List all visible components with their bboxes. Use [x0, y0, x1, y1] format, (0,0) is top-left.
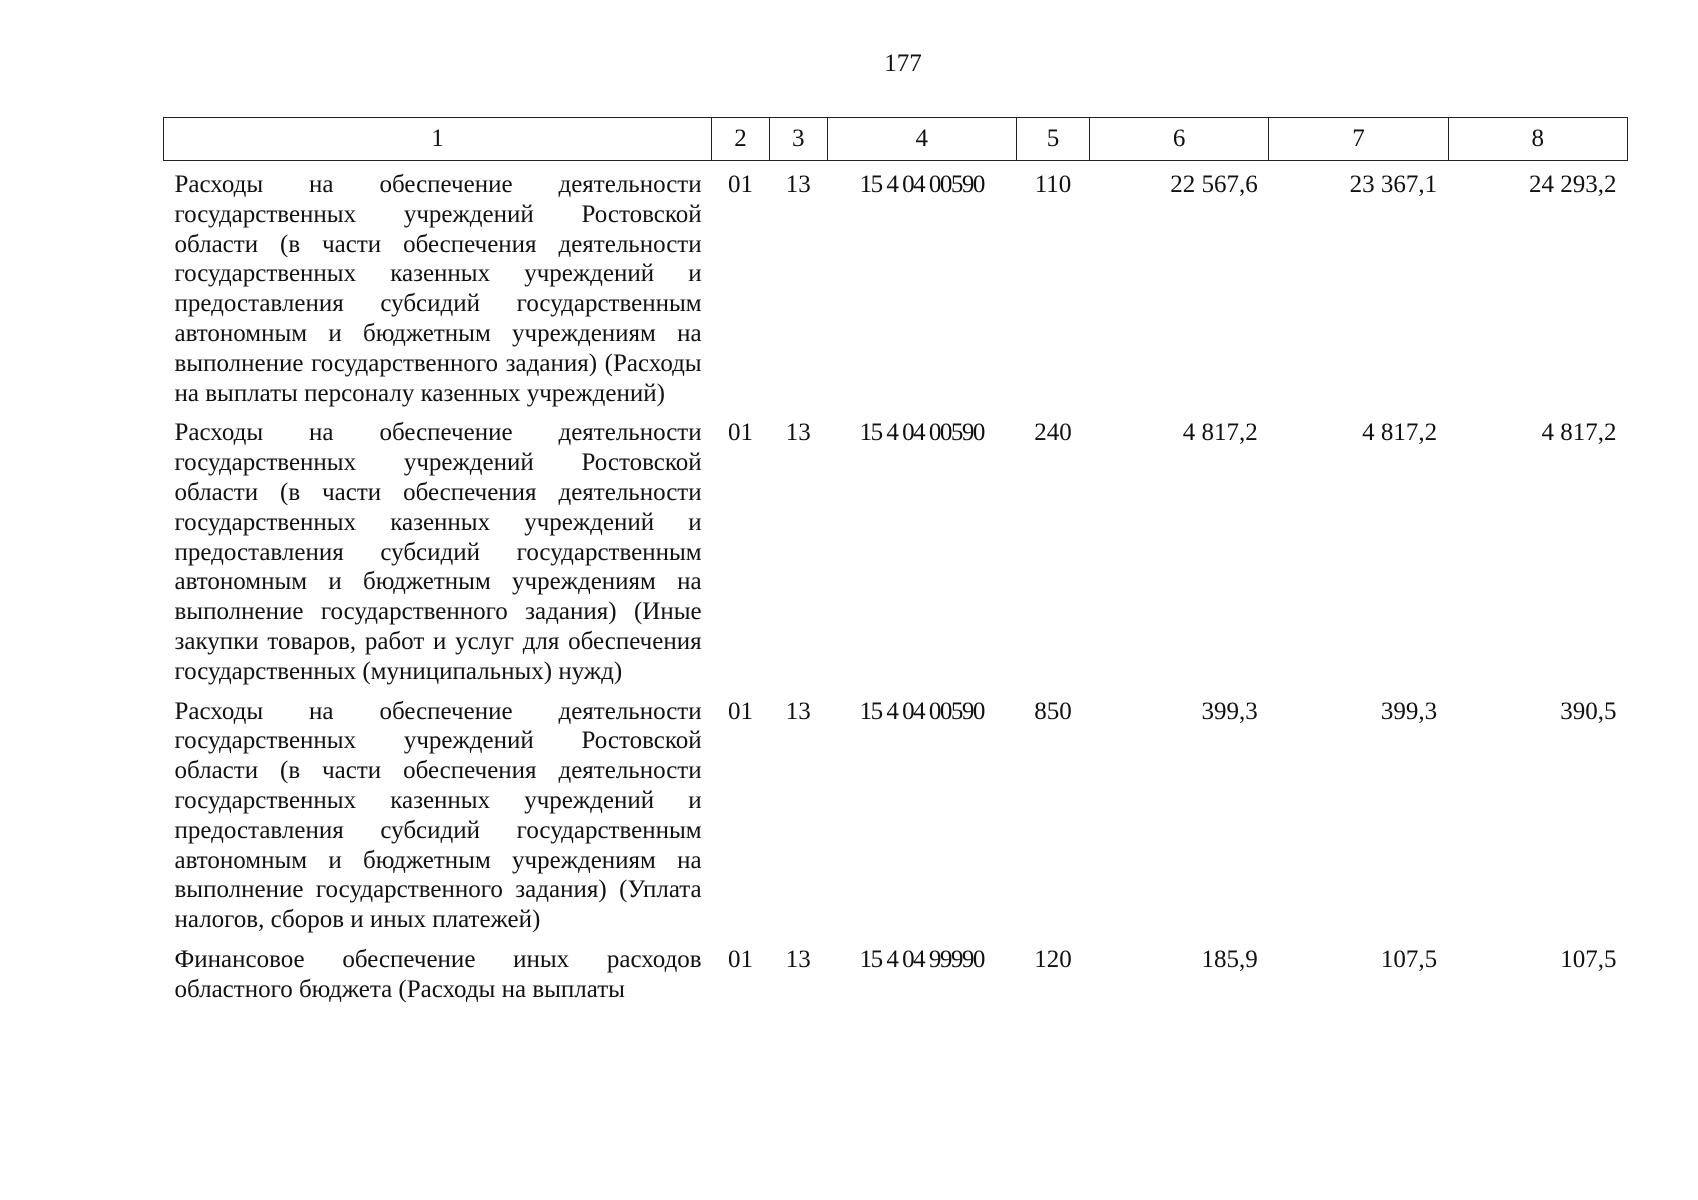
section-code: 01 — [727, 171, 753, 198]
target-article-code: 15 4 04 00590 — [859, 697, 984, 725]
subsection-code: 13 — [785, 419, 811, 447]
header-row — [164, 118, 1628, 161]
section-code: 01 — [727, 945, 753, 973]
expense-type-code: 850 — [1034, 697, 1072, 725]
column-header: 1 — [164, 118, 712, 161]
target-article-code: 15 4 04 00590 — [859, 171, 984, 198]
subsection-code: 13 — [785, 171, 811, 198]
amount-col-7: 4 817,2 — [1362, 419, 1438, 447]
expense-description: Финансовое обеспечение иных расходов областного бюджета (Расходы на выплаты — [174, 945, 702, 1003]
section-code: 01 — [727, 697, 753, 725]
target-article-code: 15 4 04 00590 — [859, 419, 984, 447]
table-row — [164, 161, 1628, 410]
table-row — [164, 409, 1628, 687]
amount-col-6: 185,9 — [1201, 945, 1258, 973]
amount-col-7: 399,3 — [1380, 697, 1438, 725]
amount-col-7: 107,5 — [1380, 945, 1438, 973]
column-header: 4 — [827, 118, 1016, 161]
column-header: 6 — [1089, 118, 1268, 161]
subsection-code: 13 — [785, 945, 811, 973]
subsection-code: 13 — [785, 697, 811, 725]
amount-col-8: 24 293,2 — [1529, 171, 1617, 198]
table-row — [164, 936, 1628, 1006]
column-header: 7 — [1269, 118, 1448, 161]
page-number: 177 — [884, 50, 922, 77]
amount-col-8: 4 817,2 — [1541, 419, 1617, 447]
amount-col-7: 23 367,1 — [1349, 171, 1438, 198]
expense-description: Расходы на обеспечение деятельности государственных учреждений Ростовской области (в части обеспечения деятельности государственных казенных учреждений и предоставления субсидий государственным автономным и бюджетным учреждениям на выполнение государственного задания) (Уплата налогов, сборов и иных платежей) — [174, 697, 702, 934]
section-code: 01 — [727, 419, 753, 447]
amount-col-8: 107,5 — [1560, 945, 1617, 973]
expense-type-code: 110 — [1034, 171, 1072, 198]
amount-col-8: 390,5 — [1560, 697, 1617, 725]
budget-table — [163, 117, 1628, 1006]
expense-description: Расходы на обеспечение деятельности государственных учреждений Ростовской области (в части обеспечения деятельности государственных казенных учреждений и предоставления субсидий государственным автономным и бюджетным учреждениям на выполнение государственного задания) (Иные закупки товаров, работ и услуг для обеспечения государственных (муниципальных) нужд) — [174, 419, 702, 685]
table-row — [164, 688, 1628, 936]
column-header: 8 — [1448, 118, 1627, 161]
column-header: 2 — [712, 118, 770, 161]
column-header: 3 — [769, 118, 827, 161]
expense-description: Расходы на обеспечение деятельности государственных учреждений Ростовской области (в части обеспечения деятельности государственных казенных учреждений и предоставления субсидий государственным автономным и бюджетным учреждениям на выполнение государственного задания) (Расходы на выплаты персоналу казенных учреждений) — [174, 171, 702, 407]
amount-col-6: 4 817,2 — [1182, 419, 1258, 447]
expense-type-code: 120 — [1034, 945, 1072, 973]
amount-col-6: 22 567,6 — [1170, 171, 1258, 198]
expense-type-code: 240 — [1034, 419, 1072, 447]
amount-col-6: 399,3 — [1201, 697, 1258, 725]
target-article-code: 15 4 04 99990 — [859, 945, 984, 973]
column-header: 5 — [1017, 118, 1090, 161]
